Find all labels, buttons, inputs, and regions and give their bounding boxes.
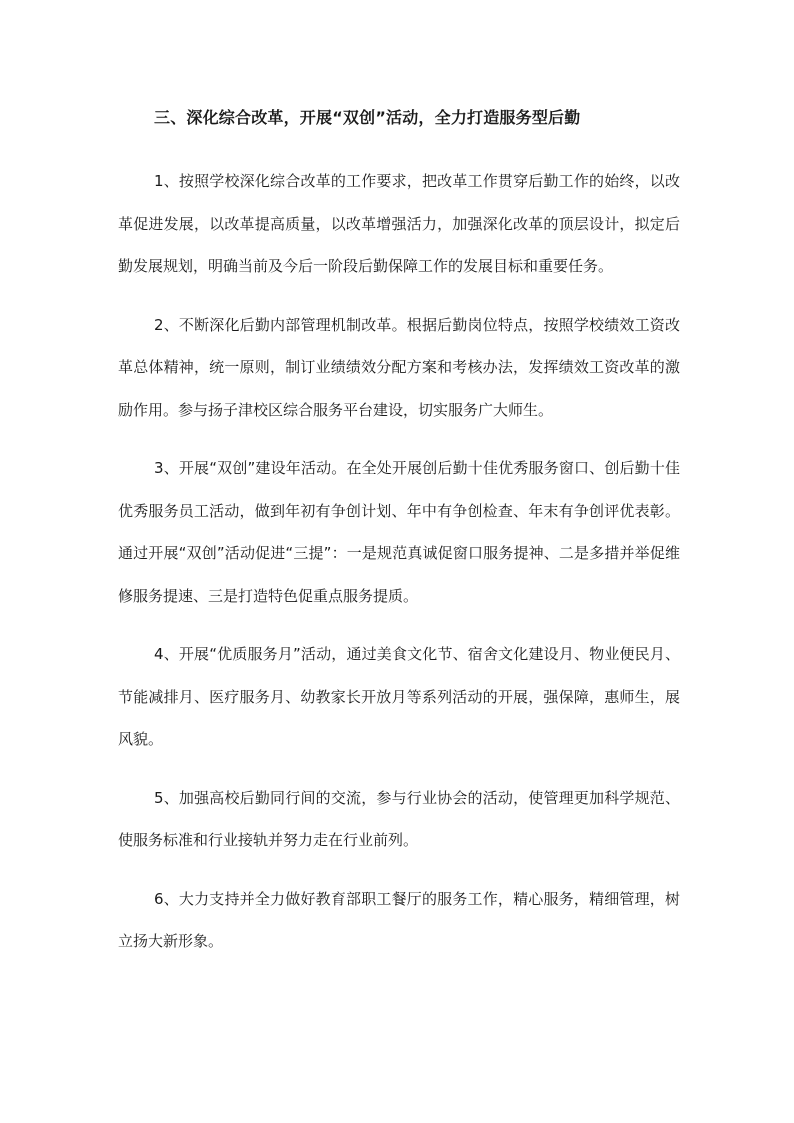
section-heading: 三、深化综合改革，开展“双创”活动，全力打造服务型后勤 xyxy=(154,108,581,127)
paragraph-4: 4、开展“优质服务月”活动，通过美食文化节、宿舍文化建设月、物业便民月、节能减排月、医疗服务月、幼教家长开放月等系列活动的开展，强保障，惠师生，展风貌。 xyxy=(118,645,680,748)
paragraph-5: 5、加强高校后勤同行间的交流，参与行业协会的活动，使管理更加科学规范、使服务标准和行业接轨并努力走在行业前列。 xyxy=(118,788,680,849)
spacer xyxy=(118,617,680,633)
spacer xyxy=(118,761,680,777)
spacer xyxy=(118,862,680,878)
spacer xyxy=(118,138,680,160)
spacer xyxy=(118,431,680,447)
document-body xyxy=(118,98,680,963)
paragraph-3: 3、开展“双创”建设年活动。在全处开展创后勤十佳优秀服务窗口、创后勤十佳优秀服务员工活动，做到年初有争创计划、年中有争创检查、年末有争创评优表彰。通过开展“双创”活动促进“三提”：一是规范真诚促窗口服务提神、二是多措并举促维修服务提速、三是打造特色促重点服务提质。 xyxy=(118,459,680,605)
paragraph-1: 1、按照学校深化综合改革的工作要求，把改革工作贯穿后勤工作的始终，以改革促进发展，以改革提高质量，以改革增强活力，加强深化改革的顶层设计，拟定后勤发展规划，明确当前及今后一阶段后勤保障工作的发展目标和重要任务。 xyxy=(118,172,680,275)
paragraph-2: 2、不断深化后勤内部管理机制改革。根据后勤岗位特点，按照学校绩效工资改革总体精神，统一原则，制订业绩绩效分配方案和考核办法，发挥绩效工资改革的激励作用。参与扬子津校区综合服务平台建设，切实服务广大师生。 xyxy=(118,315,680,419)
paragraph-6: 6、大力支持并全力做好教育部职工餐厅的服务工作，精心服务，精细管理，树立扬大新形象。 xyxy=(118,889,680,950)
spacer xyxy=(118,288,680,304)
